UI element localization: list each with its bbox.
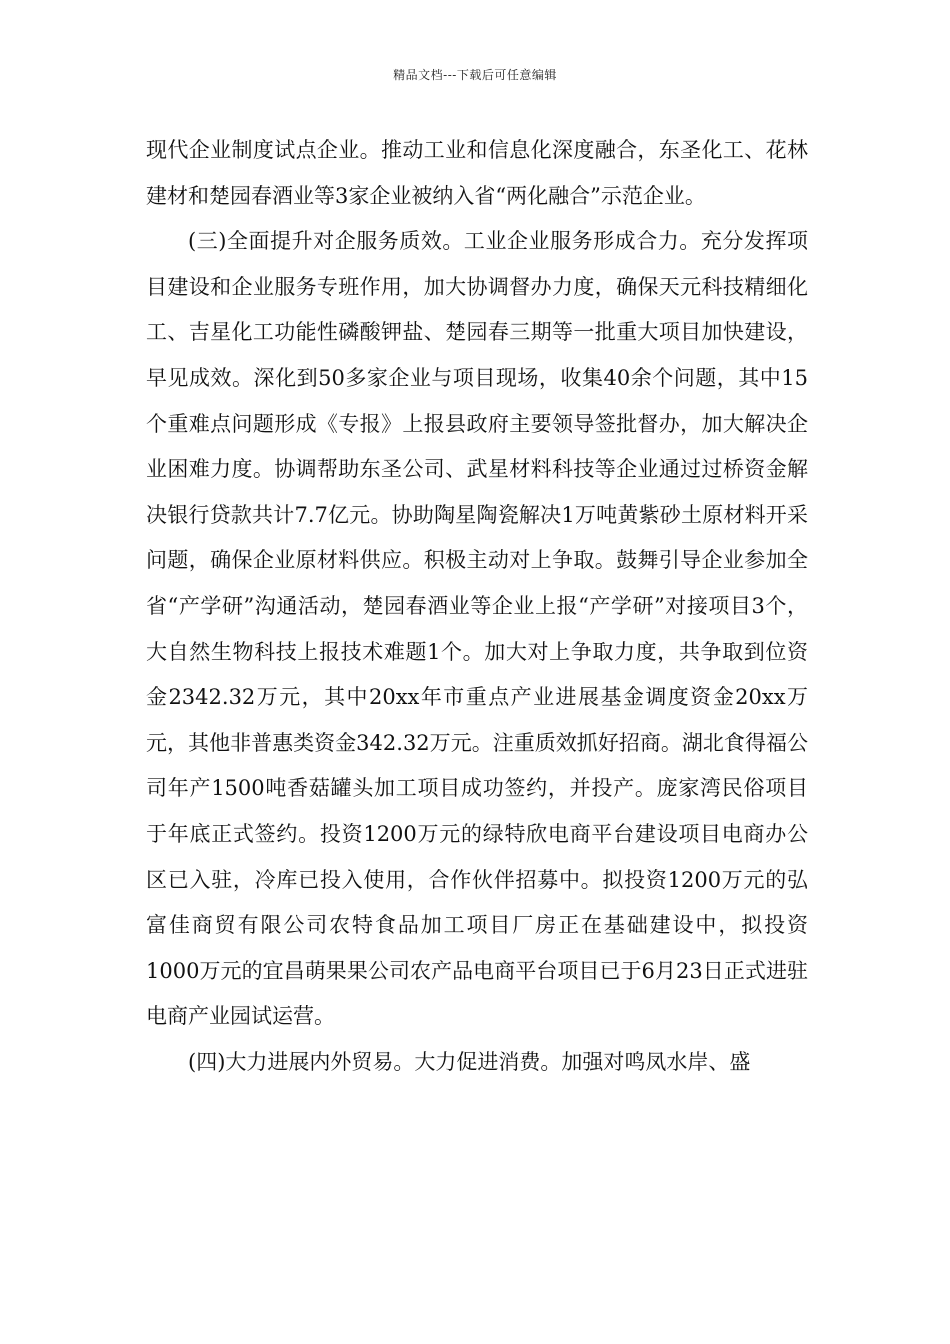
page-header: 精品文档---下载后可任意编辑 [393,68,557,82]
paragraph-1: 现代企业制度试点企业。推动工业和信息化深度融合，东圣化工、花林建材和楚园春酒业等3家企业被纳入省“两化融合”示范企业。 [146,138,808,208]
paragraph-3: (四)大力进展内外贸易。大力促进消费。加强对鸣凤水岸、盛 [188,1049,751,1074]
paragraph-2: (三)全面提升对企服务质效。工业企业服务形成合力。充分发挥项目建设和企业服务专班作用，加大协调督办力度，确保天元科技精细化工、吉星化工功能性磷酸钾盐、楚园春三期等一批重大项目加快建设，早见成效。深化到50多家企业与项目现场，收集40余个问题，其中15个重难点问题形成《专报》上报县政府主要领导签批督办，加大解决企业困难力度。协调帮助东圣公司、武星材料科技等企业通过过桥资金解决银行贷款共计7.7亿元。协助陶星陶瓷解决1万吨黄紫砂土原材料开采问题，确保企业原材料供应。积极主动对上争取。鼓舞引导企业参加全省“产学研”沟通活动，楚园春酒业等企业上报“产学研”对接项目3个，大自然生物科技上报技术难题1个。加大对上争取力度，共争取到位资金2342.32万元，其中20xx年市重点产业进展基金调度资金20xx万元，其他非普惠类资金342.32万元。注重质效抓好招商。湖北食得福公司年产1500吨香菇罐头加工项目成功签约，并投产。庞家湾民俗项目于年底正式签约。投资1200万元的绿特欣电商平台建设项目电商办公区已入驻，冷库已投入使用，合作伙伴招募中。拟投资1200万元的弘富佳商贸有限公司农特食品加工项目厂房正在基础建设中，拟投资1000万元的宜昌萌果果公司农产品电商平台项目已于6月23日正式进驻电商产业园试运营。 [146,229,808,1029]
body-text [146,128,808,1085]
